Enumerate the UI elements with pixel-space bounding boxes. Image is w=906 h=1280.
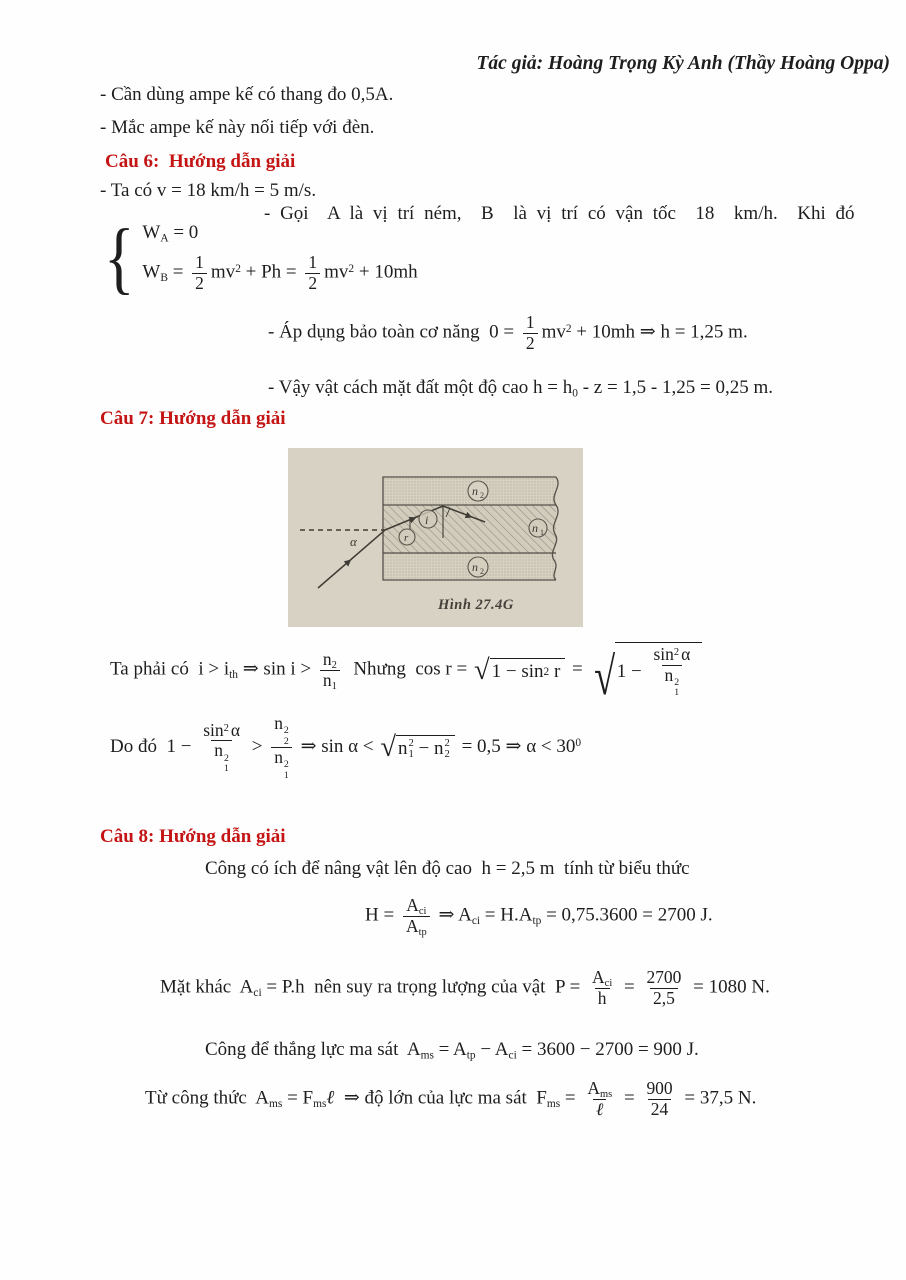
figure-hinh-27-4g	[288, 448, 583, 627]
cau7-condition-line: Ta phải có $i > i_{th}$ ⇒ sin i > $\frac{n_2}{n_1}$ Nhưng cos r = √ 1 − sin 2 r = √ 1 − $\sin^2 \alpha$ n 2 1	[110, 642, 704, 699]
squared: 2	[235, 263, 241, 276]
fraction-one-half: $\frac{1}{2}$	[192, 253, 207, 293]
fraction-one-half: $\frac{1}{2}$	[523, 313, 538, 353]
symbol-mv: mv	[210, 261, 236, 283]
zero-equals: 0 =	[489, 321, 519, 343]
radical-sign: √	[473, 654, 490, 686]
cau6-conclusion-line: - Vậy vật cách mặt đất một độ cao $h = h_0 - z = 1,5 - 1,25 = 0,25$ m.	[268, 377, 773, 400]
cau8-intro-line: Công có ích để nâng vật lên độ cao h = 2,5 m tính từ biểu thức	[205, 858, 690, 879]
radical-sign: √	[380, 732, 396, 764]
cau8-weight-formula: Mặt khác $A_{ci} = P.h$ nên suy ra trọng lượng của vật P = $\frac{A_{ci}}{h}$ = $\frac{2700}{2,5}$ = 1080 N.	[160, 967, 770, 1008]
cau7-heading: Câu 7: Hướng dẫn giải	[100, 408, 286, 429]
fraction-n22-n12: n 2 2 n 2 1	[271, 714, 292, 781]
fraction-900-24: $\frac{900}{24}$	[646, 1078, 673, 1119]
figure-label-n2-top: n	[472, 484, 478, 498]
figure-label-angle-i: i	[425, 513, 429, 527]
cau8-heading: Câu 8: Hướng dẫn giải	[100, 826, 286, 847]
symbol-mv: mv	[541, 321, 566, 343]
figure-label-n1-sub: 1	[540, 528, 544, 537]
subscript-A: A	[160, 232, 169, 245]
wa-value: = 0	[168, 222, 199, 244]
sqrt-1-minus-sin2r: √ 1 − sin 2 r	[474, 658, 565, 683]
fraction-Ams-ell: $\frac{A_{ms}}{\text{ℓ}}$	[587, 1078, 613, 1119]
symbol-W: W	[142, 222, 161, 244]
equals: =	[167, 261, 189, 283]
cau8-friction-force-formula: Từ công thức $A_{ms}$ = $F_{ms}\ell$ ⇒ độ lớn của lực ma sát $F_{ms}$ = $\frac{A_{ms}}{\text{ℓ}}$ = $\frac{900}{24}$ = 37,5 N.	[145, 1078, 757, 1119]
radical-sign: √	[593, 646, 615, 706]
figure-label-n2-bottom-sub: 2	[480, 567, 484, 576]
cau6-equation-system	[100, 214, 418, 302]
system-row-wb	[142, 253, 417, 293]
fraction-Aci-Atp: $\frac{A_{ci}}{A_{tp}}$	[403, 896, 430, 936]
figure-label-alpha: α	[350, 534, 357, 549]
squared: 2	[348, 263, 355, 276]
fraction-2700-2-5: $\frac{2700}{2,5}$	[646, 967, 682, 1008]
left-brace: {	[103, 214, 135, 302]
system-rows	[142, 222, 417, 293]
cau8-friction-work-line: Công để thắng lực ma sát $A_{ms} = A_{tp} - A_{ci} = 3600 - 2700 = 900$ J.	[205, 1039, 699, 1062]
subscript-0: 0	[572, 387, 578, 400]
figure-label-n2-bottom: n	[472, 560, 478, 574]
cau8-efficiency-formula: H = $\frac{A_{ci}}{A_{tp}}$ ⇒ $A_{ci} = H.A_{tp} = 0,75.3600 = 2700$ J.	[365, 895, 713, 938]
fraction-one-half: $\frac{1}{2}$	[305, 253, 320, 293]
figure-label-angle-r: r	[404, 532, 409, 544]
plus-ph: + Ph =	[240, 261, 302, 283]
energy-text: - Áp dụng bảo toàn cơ năng	[268, 321, 490, 343]
system-row-wa	[142, 222, 417, 244]
plus-10mh: + 10mh	[354, 261, 418, 283]
superscript-0: 0	[575, 737, 582, 750]
fraction-Aci-h: $\frac{A_{ci}}{h}$	[592, 967, 613, 1008]
fraction-sin2a-n12: $\sin^2 \alpha$ n 2 1	[203, 719, 240, 774]
symbol-W: W	[142, 261, 161, 283]
figure-label-n1: n	[532, 521, 538, 535]
squared: 2	[565, 322, 572, 335]
cau7-result-line: Do đó 1 − $\sin^2 \alpha$ n 2 1 > n 2 2 n 2 1 ⇒ sin α < √ n 2 1 − n 2 2 = 0,5 ⇒ $\alpha < 30^0$	[110, 713, 582, 781]
result-h: + 10mh ⇒ h = 1,25 m.	[571, 321, 748, 343]
fraction-n2-n1: $\frac{n_2}{n_1}$	[320, 650, 340, 690]
bullet-ampe-series: - Mắc ampe kế này nối tiếp với đèn.	[100, 117, 375, 138]
author-line: Tác giả: Hoàng Trọng Kỳ Anh (Thầy Hoàng Oppa)	[476, 53, 890, 74]
subscript-B: B	[160, 272, 168, 285]
fraction-sin2a-n12: $\sin^2 \alpha$ n 2 1	[653, 644, 691, 699]
sqrt-1-minus-sin2a-over-n12: √ 1 − $\sin^2 \alpha$ n 2 1	[590, 642, 703, 699]
bullet-ampe-range: - Cần dùng ampe kế có thang đo 0,5A.	[100, 84, 394, 105]
cau6-heading: Câu 6: Hướng dẫn giải	[105, 151, 296, 172]
sqrt-n12-minus-n22: √ n 2 1 − n 2 2	[380, 735, 455, 760]
cau6-velocity-line: - Ta có v = 18 km/h = 5 m/s.	[100, 180, 317, 201]
symbol-mv: mv	[324, 261, 349, 283]
figure-label-n2-top-sub: 2	[480, 491, 484, 500]
subscript-th: th	[229, 669, 239, 682]
symbol-ell: ℓ	[326, 1087, 335, 1109]
figure-caption: Hình 27.4G	[438, 597, 514, 613]
cau6-goi-line: - Gọi A là vị trí ném, B là vị trí có vận tốc 18 km/h. Khi đó	[264, 203, 855, 224]
cau6-energy-conservation-line	[268, 313, 748, 353]
